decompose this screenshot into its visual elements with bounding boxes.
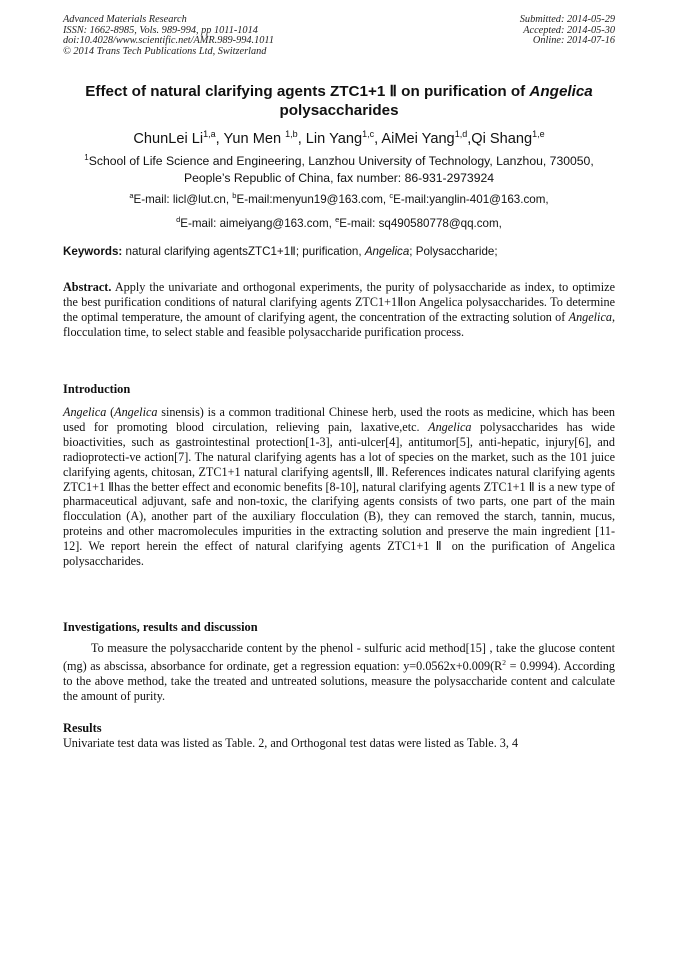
intro-italic: Angelica	[114, 405, 158, 419]
author-affil-sup: 1,b	[285, 129, 298, 139]
author-separator: ,	[215, 130, 224, 147]
email-sup: e	[335, 215, 340, 225]
journal-issn: ISSN: 1662-8985, Vols. 989-994, pp 1011-1014	[63, 24, 258, 36]
accepted-date: Accepted: 2014-05-30	[523, 24, 615, 36]
email-d: E-mail: aimeiyang@163.com,	[180, 217, 336, 231]
investigations-text: To measure the polysaccharide content by the phenol - sulfuric acid method[15] , take the glucose content (mg) as abscissa, absorbance for ordinate, get a regression equation: y=0.0562x+0.009(R	[63, 641, 615, 673]
intro-text: polysaccharides has wide bioactivities, such as gastrointestinal protection[1-3], anti-ulcer[4], antitumor[5], anti-hepatic, injury[6], and radioprotecti-ve action[7]. The natural clarifying agents has a lot of species on the market, such as the 101 juice clarifying agents, chitosan, ZTC1+1 natural clarifying agentsⅡ, Ⅲ. References indicates natural clarifying agents ZTC1+1 Ⅱhas the better effect and economic benefits [8-10], natural clarifying agents ZTC1+1 Ⅱ is a new type of pharmaceutical adjuvant, safe and non-toxic, the clarifying agents consists of two parts, one part of the main flocculation (A), another part of the auxiliary flocculation (B), they can removed the starch, tannin, mucus, proteins and other macromolecules impurities in the extracting solution and preserve the main ingredient [11-12]. We report herein the effect of natural clarifying agents ZTC1+1 Ⅱ on the purification of Angelica polysaccharides.	[63, 419, 615, 569]
journal-info	[63, 15, 274, 57]
submitted-date: Submitted: 2014-05-29	[519, 14, 615, 25]
results-paragraph: Univariate test data was listed as Table. 2, and Orthogonal test datas were listed as Table. 3, 4	[63, 736, 519, 750]
title-text: Effect of natural clarifying agents ZTC1+1 Ⅱ on purification of	[85, 83, 530, 100]
section-heading-investigations: Investigations, results and discussion	[63, 620, 258, 634]
email-b: E-mail:menyun19@163.com,	[236, 192, 390, 206]
author-name: Qi Shang	[471, 130, 533, 147]
abstract-text: Apply the univariate and orthogonal experiments, the purity of polysaccharide as index, to optimize the best purification conditions of natural clarifying agents ZTC1+1Ⅱon Angelica polysaccharides. To determine the optimal temperature, the amount of clarifying agent, the concentration of the extracting solution of	[63, 280, 615, 324]
email-sup: a	[129, 191, 134, 200]
title-text-line2: polysaccharides	[279, 102, 399, 119]
email-c: E-mail:yanglin-401@163.com,	[393, 192, 549, 206]
journal-copyright: © 2014 Trans Tech Publications Ltd, Switzerland	[63, 45, 267, 57]
author-emails	[40, 186, 638, 235]
author-name: AiMei Yang	[381, 130, 455, 147]
intro-text: sinensis) is a common traditional Chinese herb, used the roots as medicine, which has been used for promoting blood circulation, relieving pain, laxative,etc.	[63, 405, 615, 434]
abstract-text-end: , flocculation time, to select stable and feasible polysaccharide purification process.	[63, 309, 615, 339]
author-affil-sup: 1,c	[362, 129, 375, 139]
author-separator: ,	[374, 130, 382, 147]
section-heading-introduction: Introduction	[63, 382, 131, 396]
author-affil-sup: 1,a	[203, 129, 216, 139]
author-name: Yun Men	[223, 130, 286, 147]
investigations-paragraph	[63, 641, 615, 704]
email-e: E-mail: sq490580778@qq.com,	[339, 217, 502, 231]
affiliation-line-1: School of Life Science and Engineering, Lanzhou University of Technology, Lanzhou, 730050,	[88, 154, 594, 169]
section-heading-results: Results	[63, 721, 102, 735]
email-a: E-mail: licl@lut.cn,	[133, 192, 233, 206]
keywords-text-end: ; Polysaccharide;	[409, 245, 498, 258]
introduction-paragraph	[63, 405, 615, 569]
author-list	[40, 124, 638, 149]
author-name: ChunLei Li	[133, 130, 204, 147]
email-sup: c	[389, 191, 394, 200]
r-squared-sup: 2	[502, 657, 507, 667]
intro-text: (	[106, 405, 115, 419]
title-italic: Angelica	[529, 83, 593, 100]
keywords	[63, 244, 618, 259]
keywords-italic: Angelica	[364, 245, 410, 258]
author-separator: ,	[467, 130, 472, 147]
author-affil-sup: 1,e	[532, 129, 545, 139]
author-affil-sup: 1,d	[454, 129, 468, 139]
author-separator: ,	[297, 130, 306, 147]
paper-title	[40, 82, 638, 120]
abstract-italic: Angelica	[568, 309, 612, 324]
journal-name: Advanced Materials Research	[63, 14, 187, 25]
affiliation	[40, 150, 638, 186]
intro-italic: Angelica	[63, 405, 107, 419]
keywords-text: natural clarifying agentsZTC1+1Ⅱ; purification,	[122, 245, 365, 258]
online-date: Online: 2014-07-16	[532, 35, 615, 47]
affiliation-line-2: People’s Republic of China, fax number: 86-931-2973924	[183, 170, 495, 185]
investigations-text-end: = 0.9994). According to the above method, take the treated and untreated solutions, measure the polysaccharide content and calculate the amount of purity.	[63, 658, 615, 703]
journal-doi: doi:10.4028/www.scientific.net/AMR.989-994.1011	[63, 35, 274, 47]
abstract-label: Abstract.	[63, 280, 112, 294]
author-name: Lin Yang	[305, 130, 363, 147]
email-sup: d	[176, 215, 181, 225]
abstract	[63, 280, 615, 340]
intro-italic: Angelica	[428, 419, 472, 434]
affiliation-sup: 1	[84, 153, 89, 162]
keywords-label: Keywords:	[63, 245, 123, 258]
submission-dates	[520, 15, 615, 47]
email-sup: b	[232, 191, 237, 200]
